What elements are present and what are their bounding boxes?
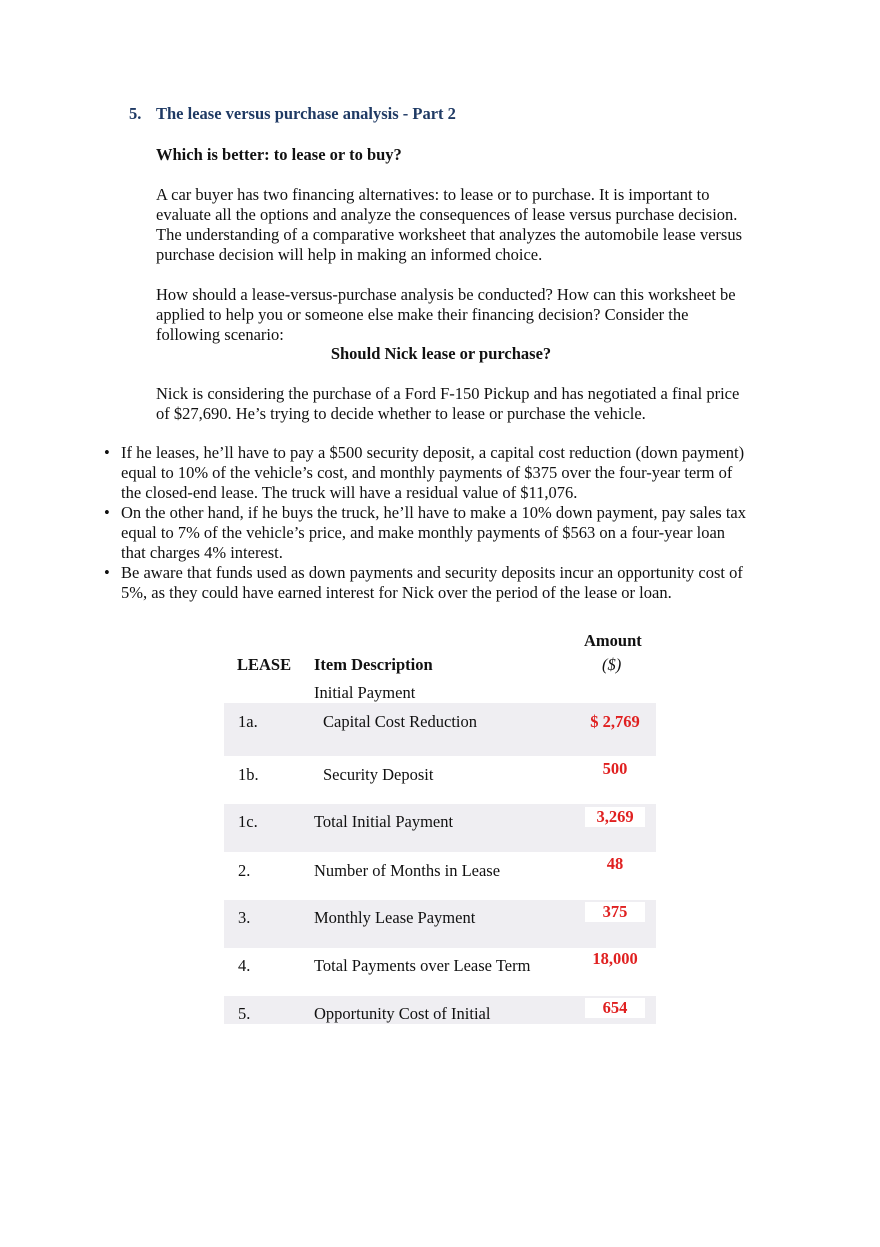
row-amount: 500 bbox=[602, 759, 628, 778]
row-description: Capital Cost Reduction bbox=[323, 712, 477, 731]
intro-line: A car buyer has two financing alternatives: to lease or to purchase. It is important to bbox=[156, 185, 710, 204]
how-line: following scenario: bbox=[156, 325, 284, 344]
scenario-title: Should Nick lease or purchase? bbox=[330, 344, 552, 363]
lease-column-header: LEASE bbox=[237, 655, 292, 674]
bullet-line: equal to 10% of the vehicle’s cost, and monthly payments of $375 over the four-year term of bbox=[121, 463, 733, 482]
bullet-icon: • bbox=[104, 503, 110, 522]
row-amount: 654 bbox=[585, 998, 645, 1018]
table-row bbox=[224, 804, 656, 852]
row-description: Number of Months in Lease bbox=[314, 861, 501, 880]
intro-line: The understanding of a comparative worksheet that analyzes the automobile lease versus bbox=[156, 225, 742, 244]
table-row bbox=[224, 852, 656, 900]
table-row bbox=[224, 900, 656, 948]
scenario-line: of $27,690. He’s trying to decide whether to lease or purchase the vehicle. bbox=[156, 404, 646, 423]
row-number: 4. bbox=[238, 956, 251, 975]
row-description: Monthly Lease Payment bbox=[314, 908, 476, 927]
table-row bbox=[224, 703, 656, 756]
row-number: 2. bbox=[238, 861, 251, 880]
bullet-line: the closed-end lease. The truck will have a residual value of $11,076. bbox=[121, 483, 578, 502]
intro-line: evaluate all the options and analyze the consequences of lease versus purchase decision. bbox=[156, 205, 738, 224]
section-number: 5. bbox=[129, 104, 142, 123]
row-number: 3. bbox=[238, 908, 251, 927]
row-amount: 3,269 bbox=[585, 807, 645, 827]
how-paragraph bbox=[156, 285, 786, 345]
row-description: Total Initial Payment bbox=[314, 812, 454, 831]
bullet-line: that charges 4% interest. bbox=[121, 543, 283, 562]
bullet-item bbox=[102, 443, 792, 503]
section-heading bbox=[129, 104, 456, 124]
row-number: 1b. bbox=[238, 765, 259, 784]
row-number: 1a. bbox=[238, 712, 258, 731]
amount-unit-label: ($) bbox=[602, 655, 622, 674]
scenario-paragraph bbox=[156, 384, 786, 424]
row-amount: 48 bbox=[606, 854, 624, 873]
row-amount: 375 bbox=[585, 902, 645, 922]
row-description: Opportunity Cost of Initial bbox=[314, 1004, 491, 1023]
how-line: How should a lease-versus-purchase analysis be conducted? How can this worksheet be bbox=[156, 285, 736, 304]
bullet-item bbox=[102, 563, 792, 603]
table-row bbox=[224, 996, 656, 1024]
initial-payment-group-label: Initial Payment bbox=[314, 683, 416, 702]
intro-line: purchase decision will help in making an informed choice. bbox=[156, 245, 543, 264]
question-heading: Which is better: to lease or to buy? bbox=[156, 145, 402, 164]
bullet-line: Be aware that funds used as down payments and security deposits incur an opportunity cost of bbox=[121, 563, 743, 582]
row-number: 1c. bbox=[238, 812, 258, 831]
scenario-line: Nick is considering the purchase of a Ford F-150 Pickup and has negotiated a final price bbox=[156, 384, 740, 403]
row-description: Total Payments over Lease Term bbox=[314, 956, 531, 975]
scenario-bullets bbox=[102, 443, 792, 603]
bullet-line: If he leases, he’ll have to pay a $500 security deposit, a capital cost reduction (down payment) bbox=[121, 443, 745, 462]
table-row bbox=[224, 948, 656, 996]
bullet-line: equal to 7% of the vehicle’s price, and make monthly payments of $563 on a four-year loan bbox=[121, 523, 726, 542]
row-amount: $ 2,769 bbox=[590, 712, 640, 731]
item-description-header: Item Description bbox=[314, 655, 433, 674]
amount-column-header: Amount bbox=[584, 631, 642, 650]
table-row bbox=[224, 756, 656, 804]
bullet-item bbox=[102, 503, 792, 563]
bullet-line: 5%, as they could have earned interest for Nick over the period of the lease or loan. bbox=[121, 583, 672, 602]
row-amount: 18,000 bbox=[592, 949, 638, 968]
row-number: 5. bbox=[238, 1004, 251, 1023]
section-title: The lease versus purchase analysis - Part 2 bbox=[156, 104, 456, 123]
bullet-icon: • bbox=[104, 443, 110, 462]
how-line: applied to help you or someone else make their financing decision? Consider the bbox=[156, 305, 689, 324]
row-description: Security Deposit bbox=[323, 765, 434, 784]
intro-paragraph bbox=[156, 185, 786, 265]
bullet-line: On the other hand, if he buys the truck, he’ll have to make a 10% down payment, pay sales tax bbox=[121, 503, 746, 522]
bullet-icon: • bbox=[104, 563, 110, 582]
